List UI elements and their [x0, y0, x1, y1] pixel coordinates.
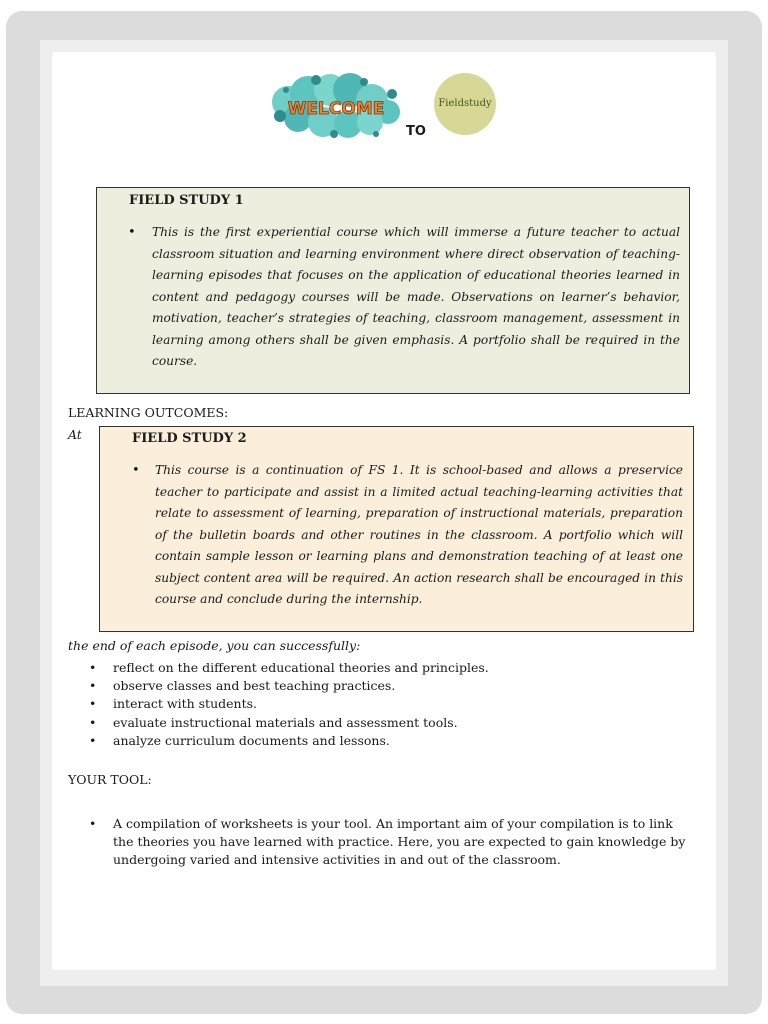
list-item: • reflect on the different educational theories and principles.	[88, 659, 489, 677]
your-tool-text: A compilation of worksheets is your tool. An important aim of your compilation is to link the theories you have learned with practice. Here, you are expected to gain knowledge by undergoing varied and intensive activities in and out of the classroom.	[113, 816, 686, 867]
welcome-logo	[268, 72, 404, 140]
field-study-2-title: FIELD STUDY 2	[132, 431, 247, 446]
outcomes-intro-end: the end of each episode, you can successfully:	[68, 638, 361, 653]
learning-outcomes-list	[88, 659, 489, 750]
your-tool-heading: YOUR TOOL:	[68, 772, 152, 787]
field-study-2-box	[99, 426, 694, 632]
field-study-1-description: This is the first experiential course which will immerse a future teacher to actual classroom situation and learning environment where direct observation of teaching-learning episodes that focuses on the application of educational theories learned in content and pedagogy courses will be made. Observations on learner’s behavior, motivation, teacher’s strategies of teaching, classroom management, assessment in learning among others shall be given emphasis. A portfolio shall be required in the course.	[152, 225, 680, 368]
list-item: • analyze curriculum documents and lessons.	[88, 732, 489, 750]
outcomes-intro-start: At	[68, 427, 82, 442]
field-study-1-title: FIELD STUDY 1	[129, 193, 244, 208]
learning-outcomes-heading: LEARNING OUTCOMES:	[68, 405, 229, 420]
list-item: • interact with students.	[88, 695, 489, 713]
list-item: • observe classes and best teaching practices.	[88, 677, 489, 695]
to-label: TO	[406, 124, 426, 139]
field-study-2-description: This course is a continuation of FS 1. It is school-based and allows a preservice teacher to participate and assist in a limited actual teaching-learning activities that relate to assessment of learning, preparation of instructional materials, preparation of the bulletin boards and other routines in the classroom. A portfolio which will contain sample lesson or learning plans and demonstration teaching of at least one subject content area will be required. An action research shall be encouraged in this course and conclude during the internship.	[155, 463, 683, 606]
field-study-1-box	[96, 187, 690, 394]
bullet-icon: •	[128, 225, 136, 240]
list-item: • evaluate instructional materials and assessment tools.	[88, 714, 489, 732]
bullet-icon: •	[89, 816, 97, 831]
fieldstudy-seal: Fieldstudy	[434, 73, 496, 135]
bullet-icon: •	[132, 463, 140, 478]
welcome-text: WELCOME	[287, 99, 385, 119]
